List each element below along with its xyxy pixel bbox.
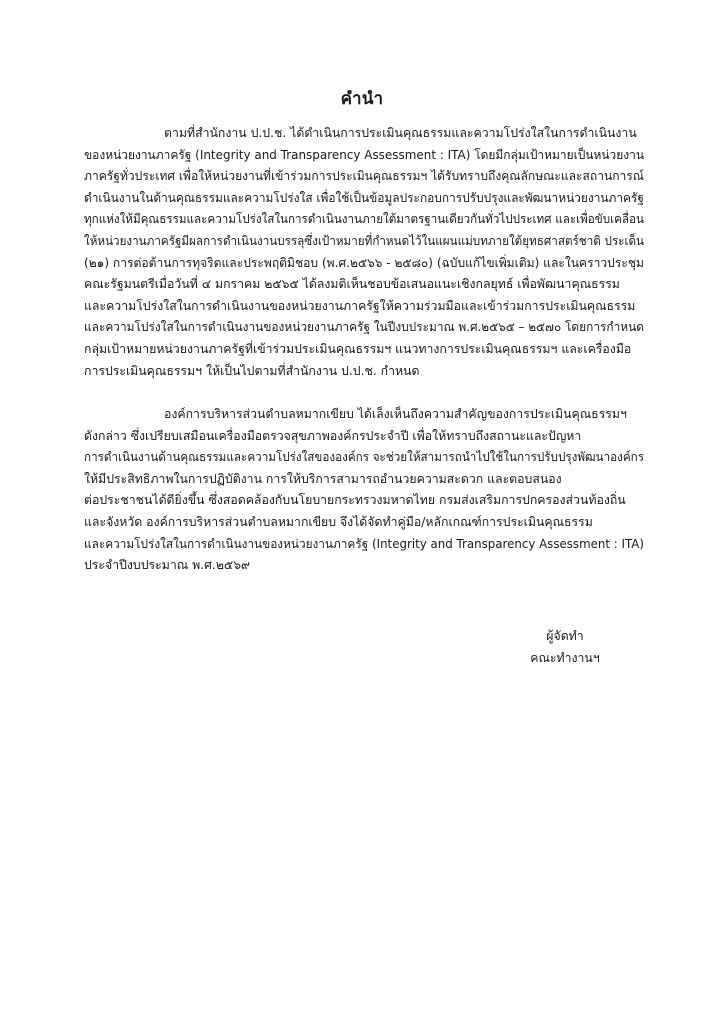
paragraph-line: ให้หน่วยงานภาครัฐมีผลการดำเนินงานบรรลุซึ่งเป้าหมายที่กำหนดไว้ในแผนแม่บทภายใต้ยุทธศาสตร์ชาติ ประเด็น [84,233,645,248]
paragraph-line: ประจำปีงบประมาณ พ.ศ.๒๕๖๙ [84,558,251,573]
paragraph-line: และความโปร่งใสในการดำเนินงานของหน่วยงานภาครัฐ ในปีงบประมาณ พ.ศ.๒๕๖๕ – ๒๕๗๐ โดยการกำหนด [84,320,644,335]
signature-block [510,626,620,669]
paragraph-line: ภาครัฐทั่วประเทศ เพื่อให้หน่วยงานที่เข้าร่วมการประเมินคุณธรรมฯ ได้รับทราบถึงคุณลักษณะและสถานการณ์ [84,169,644,184]
signature-role: ผู้จัดทำ [546,629,584,643]
signature-name: คณะทำงานฯ [530,650,600,665]
paragraph-line: ดังกล่าว ซึ่งเปรียบเสมือนเครื่องมือตรวจสุขภาพองค์กรประจำปี เพื่อให้ทราบถึงสถานะและปัญหา [84,428,582,443]
paragraph-line: องค์การบริหารส่วนตำบลหมากเขียบ ได้เล็งเห็นถึงความสำคัญของการประเมินคุณธรรมฯ [164,407,627,421]
page-title: คำนำ [340,89,384,109]
paragraph-line: ตามที่สำนักงาน ป.ป.ช. ได้ดำเนินการประเมินคุณธรรมและความโปร่งใสในการดำเนินงาน [164,126,637,140]
preface-paragraph-1 [84,123,644,382]
paragraph-line: กลุ่มเป้าหมายหน่วยงานภาครัฐที่เข้าร่วมประเมินคุณธรรมฯ แนวทางการประเมินคุณธรรมฯ และเครื่องมือ [84,341,632,356]
paragraph-line: และจังหวัด องค์การบริหารส่วนตำบลหมากเขียบ จึงได้จัดทำคู่มือ/หลักเกณฑ์การประเมินคุณธรรม [84,514,593,529]
paragraph-line: และความโปร่งใสในการดำเนินงานของหน่วยงานภาครัฐให้ความร่วมมือและเข้าร่วมการประเมินคุณธรรม [84,298,636,313]
paragraph-line: ทุกแห่งให้มีคุณธรรมและความโปร่งใสในการดำเนินงานภายใต้มาตรฐานเดียวกันทั่วไปประเทศ และเพื่อขับเคลื่อน [84,212,645,227]
paragraph-line: ต่อประชาชนได้ดียิ่งขึ้น ซึ่งสอดคล้องกับนโยบายกระทรวงมหาดไทย กรมส่งเสริมการปกครองส่วนท้องถิ่น [84,493,626,508]
paragraph-line: (๒๑) การต่อต้านการทุจริตและประพฤติมิชอบ (พ.ศ.๒๕๖๖ - ๒๕๘๐) (ฉบับแก้ไขเพิ่มเติม) และในคราวประชุม [84,255,644,270]
paragraph-line: คณะรัฐมนตรีเมื่อวันที่ ๔ มกราคม ๒๕๖๕ ได้ลงมติเห็นชอบข้อเสนอแนะเชิงกลยุทธ์ เพื่อพัฒนาคุณธรรม [84,277,620,292]
preface-paragraph-2 [84,404,644,577]
paragraph-line: ดำเนินงานในด้านคุณธรรมและความโปร่งใส เพื่อใช้เป็นข้อมูลประกอบการปรับปรุงและพัฒนาหน่วยงานภาครัฐ [84,190,644,205]
paragraph-line: การประเมินคุณธรรมฯ ให้เป็นไปตามที่สำนักงาน ป.ป.ช. กำหนด [84,363,420,378]
paragraph-line: การดำเนินงานด้านคุณธรรมและความโปร่งใสขององค์กร จะช่วยให้สามารถนำไปใช้ในการปรับปรุงพัฒนาองค์กร [84,450,645,465]
paragraph-line: ให้มีประสิทธิภาพในการปฏิบัติงาน การให้บริการสามารถอำนวยความสะดวก และตอบสนอง [84,471,562,486]
paragraph-line: ของหน่วยงานภาครัฐ (Integrity and Transparency Assessment : ITA) โดยมีกลุ่มเป้าหมายเป็นหน่วยงาน [84,147,645,162]
paragraph-line: และความโปร่งใสในการดำเนินงานของหน่วยงานภาครัฐ (Integrity and Transparency Assessment : ITA) [84,536,644,551]
